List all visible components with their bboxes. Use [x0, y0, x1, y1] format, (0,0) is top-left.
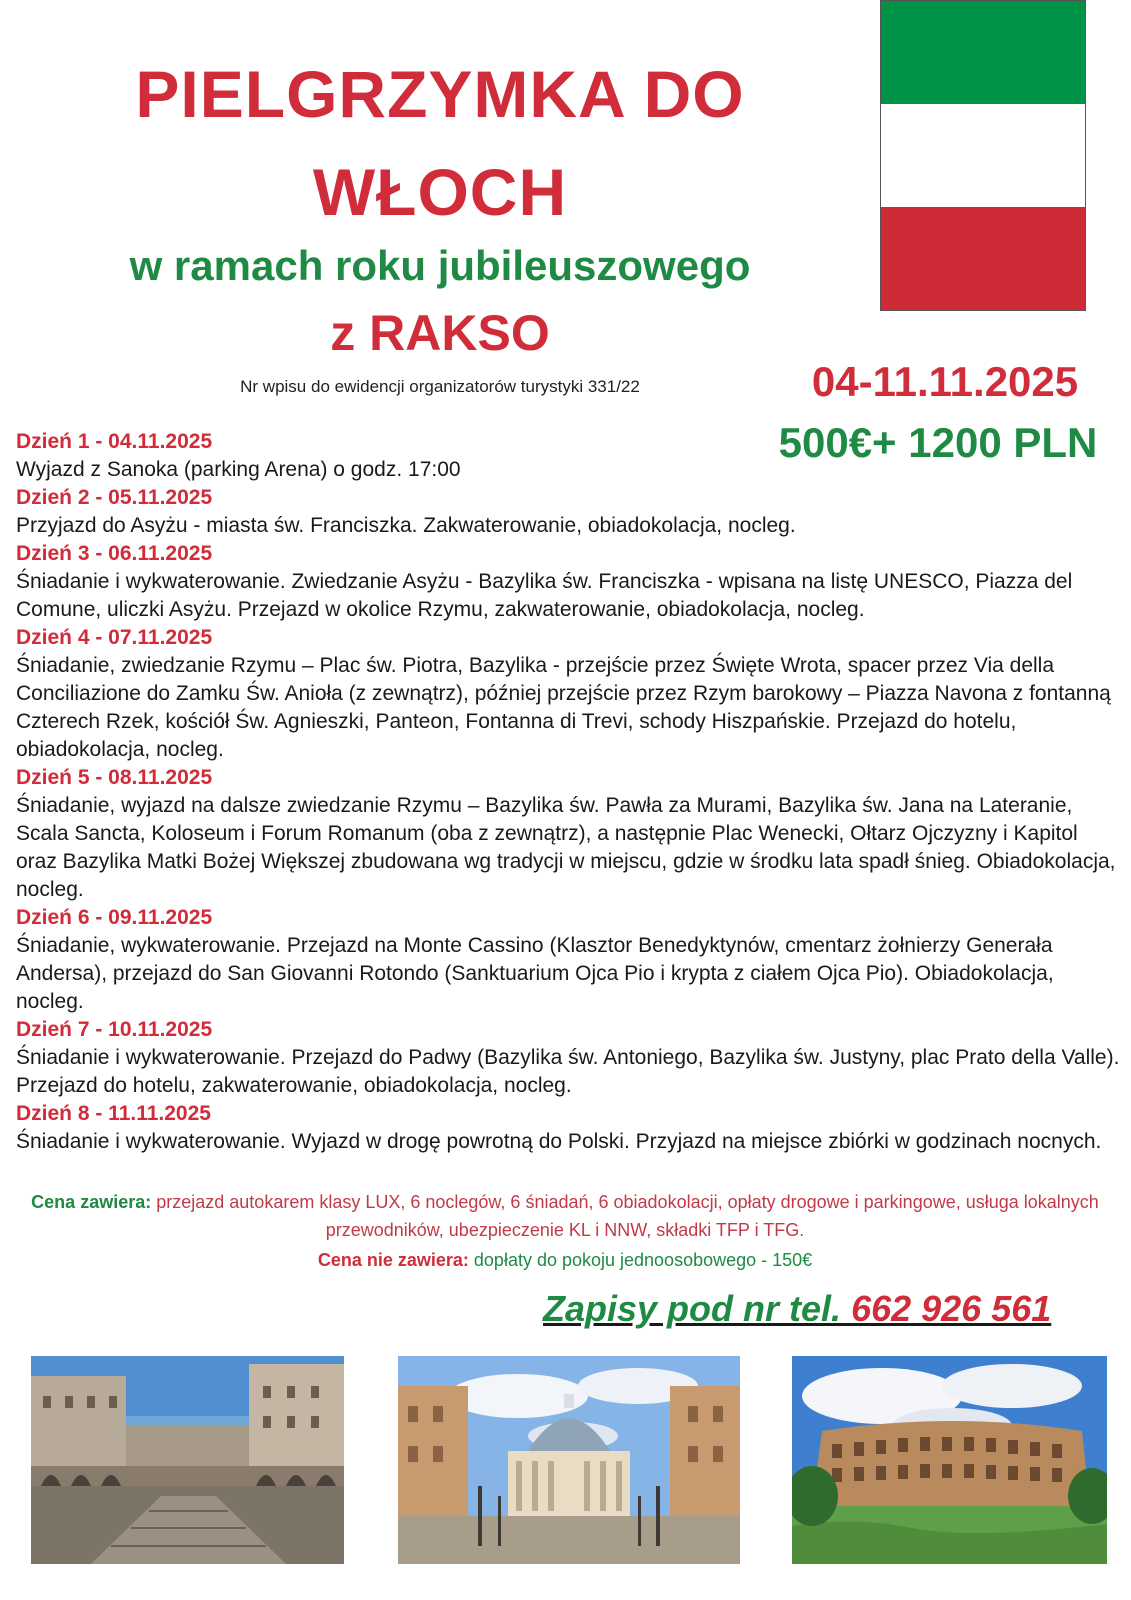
colosseum-photo — [792, 1356, 1107, 1564]
day-item — [16, 764, 1124, 904]
day-text: Śniadanie, zwiedzanie Rzymu – Plac św. Piotra, Bazylika - przejście przez Święte Wrota, spacer przez Via della Conciliazione do Zamku Św. Anioła (z zewnątrz), później przejście przez Rzym barokowy – Piazza Navona z fontanną Czterech Rzek, kościół Św. Agnieszki, Panteon, Fontanna di Trevi, schody Hiszpańskie. Przejazd do hotelu, obiadokolacja, nocleg. — [16, 654, 1111, 761]
day-item — [16, 1016, 1124, 1100]
includes-text: przejazd autokarem klasy LUX, 6 noclegów, 6 śniadań, 6 obiadokolacji, opłaty drogowe i parkingowe, usługa lokalnych przewodników, ubezpieczenie KL i NNW, składki TFP i TFG. — [156, 1192, 1099, 1240]
day-heading: Dzień 3 - 06.11.2025 — [16, 542, 213, 565]
day-text: Śniadanie i wykwaterowanie. Przejazd do Padwy (Bazylika św. Antoniego, Bazylika św. Justyny, plac Prato della Valle). Przejazd do hotelu, zakwaterowanie, obiadokolacja, nocleg. — [16, 1046, 1120, 1097]
day-text: Przyjazd do Asyżu - miasta św. Franciszka. Zakwaterowanie, obiadokolacja, nocleg. — [16, 514, 796, 537]
price-excludes — [15, 1246, 1115, 1274]
flag-white-stripe — [881, 104, 1085, 207]
title-line-2: WŁOCH — [312, 155, 568, 229]
title-line-1: PIELGRZYMKA DO — [135, 57, 745, 131]
day-text: Wyjazd z Sanoka (parking Arena) o godz. 17:00 — [16, 458, 461, 481]
day-text: Śniadanie i wykwaterowanie. Wyjazd w drogę powrotną do Polski. Przyjazd na miejsce zbiórki w godzinach nocnych. — [16, 1130, 1102, 1153]
trip-price: 500€+ 1200 PLN — [778, 419, 1098, 466]
includes-label: Cena zawiera: — [31, 1192, 152, 1212]
day-item — [16, 624, 1124, 764]
day-text: Śniadanie, wykwaterowanie. Przejazd na Monte Cassino (Klasztor Benedyktynów, cmentarz żołnierzy Generała Andersa), przejazd do San Giovanni Rotondo (Sanktuarium Ojca Pio i krypta z ciałem Ojca Pio). Obiadokolacja, nocleg. — [16, 934, 1054, 1013]
day-heading: Dzień 7 - 10.11.2025 — [16, 1018, 213, 1041]
day-heading: Dzień 2 - 05.11.2025 — [16, 486, 213, 509]
registration-number: Nr wpisu do ewidencji organizatorów turystyki 331/22 — [240, 377, 640, 396]
organizer-name: z RAKSO — [330, 305, 550, 361]
flag-green-stripe — [881, 1, 1085, 104]
day-text: Śniadanie i wykwaterowanie. Zwiedzanie Asyżu - Bazylika św. Franciszka - wpisana na listę UNESCO, Piazza del Comune, uliczki Asyżu. Przejazd w okolice Rzymu, zakwaterowanie, obiadokolacja, nocleg. — [16, 570, 1073, 621]
day-heading: Dzień 4 - 07.11.2025 — [16, 626, 213, 649]
day-item — [16, 428, 1124, 484]
signup-phone[interactable]: 662 926 561 — [851, 1288, 1052, 1329]
day-text: Śniadanie, wyjazd na dalsze zwiedzanie Rzymu – Bazylika św. Pawła za Murami, Bazylika św. Jana na Lateranie, Scala Sancta, Koloseum i Forum Romanum (oba z zewnątrz), a następnie Plac Wenecki, Ołtarz Ojczyzny i Kapitol oraz Bazylika Matki Bożej Większej zbudowana wg tradycji w miejscu, gdzie w środku lata spadł śnieg. Obiadokolacja, nocleg. — [16, 794, 1116, 901]
flag-red-stripe — [881, 207, 1085, 310]
day-heading: Dzień 5 - 08.11.2025 — [16, 766, 213, 789]
excludes-text: dopłaty do pokoju jednoosobowego - 150€ — [473, 1250, 813, 1270]
monte-cassino-photo — [31, 1356, 344, 1564]
italian-flag — [880, 0, 1086, 311]
itinerary — [16, 428, 1124, 1156]
excludes-label: Cena nie zawiera: — [317, 1250, 469, 1270]
day-item — [16, 484, 1124, 540]
day-item — [16, 540, 1124, 624]
day-item — [16, 1100, 1124, 1156]
day-heading: Dzień 1 - 04.11.2025 — [16, 430, 213, 453]
price-includes — [15, 1188, 1115, 1244]
day-item — [16, 904, 1124, 1016]
subtitle: w ramach roku jubileuszowego — [129, 242, 751, 289]
trip-dates: 04-11.11.2025 — [811, 358, 1079, 405]
signup-line — [543, 1288, 1051, 1330]
day-heading: Dzień 8 - 11.11.2025 — [16, 1102, 211, 1125]
st-peters-basilica-photo — [398, 1356, 740, 1564]
signup-label: Zapisy pod nr tel. — [543, 1288, 842, 1329]
day-heading: Dzień 6 - 09.11.2025 — [16, 906, 213, 929]
